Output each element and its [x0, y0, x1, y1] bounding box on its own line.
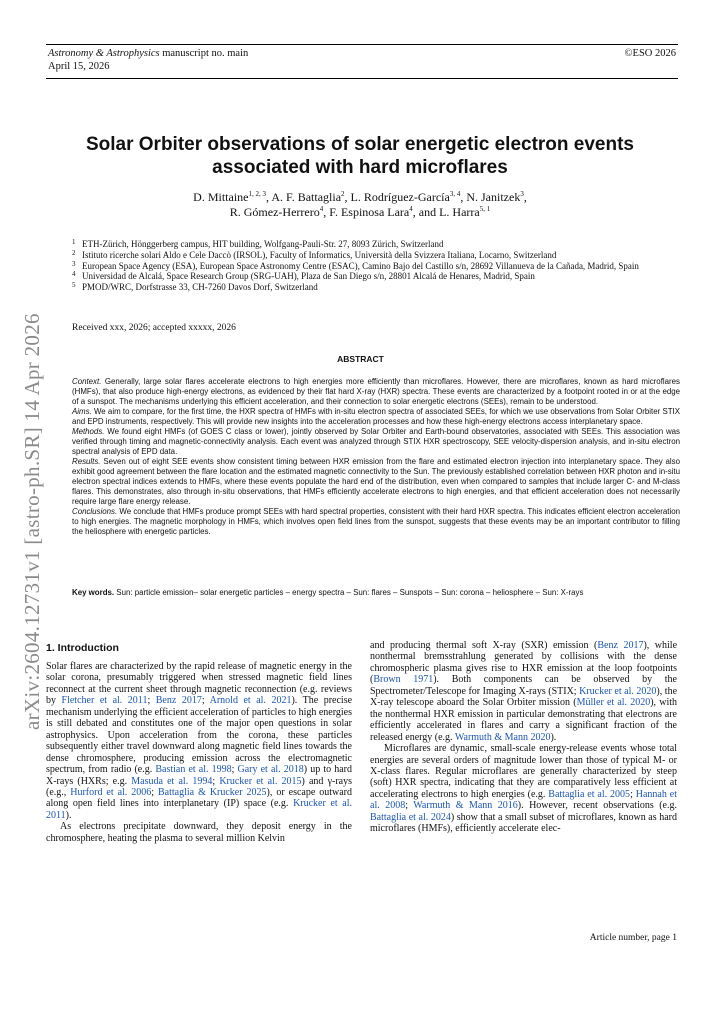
citation-link[interactable]: Masuda et al. 1994: [131, 775, 213, 787]
page-footer: Article number, page 1: [589, 933, 677, 943]
keywords-label: Key words.: [72, 588, 115, 597]
author-separator: ,: [523, 190, 527, 204]
citation-link[interactable]: Krucker et al. 2015: [219, 775, 302, 787]
body-text: Solar flares are characterized by the rapid release of magnetic energy in the solar corona, presumably triggered when stressed magnetic field lines reconnect at the current sheet through magnetic reconnection (e.g. reviews by: [46, 661, 352, 707]
author-affil-mark: 3, 4: [449, 190, 461, 198]
running-header: [46, 44, 678, 79]
affiliation-item: [72, 282, 680, 293]
abstract-text: Seven out of eight SEE events show consistent timing between HXR emission from the flare and estimated electron injection into interplanetary space. They also exhibit good agreement between the flare location and the estimated magnetic connectivity to the Sun. The previously established correlation between HXR photon and in-situ electron spectral indices extends to HMFs, where these events populate the hard end of the distribution, even when compared to samples that include larger C- and M-class flares. This demonstrates, also through in-situ observations, that HMFs efficiently accelerate electrons to high energies, and that efficient acceleration does not necessarily require large flare energy release.: [72, 457, 680, 506]
citation-link[interactable]: Battaglia & Krucker 2025: [158, 786, 267, 798]
abstract-text: We found eight HMFs (of GOES C class or lower), jointly observed by Solar Orbiter and Earth-bound observatories, associated with SEEs. This association was verified through timing and magnetic-connectivity analysis. Each event was analyzed through STIX HXR spectroscopy, SEE velocity-dispersion analysis, and in-situ electron spectral analysis of EPD data.: [72, 427, 680, 456]
abstract-label: Conclusions.: [72, 507, 118, 516]
abstract-text: Generally, large solar flares accelerate electrons to high energies more efficiently than microflares. However, there are microflares, known as hard microflares (HMFs), that also produce high-energy electrons, as evidenced by their flat hard X-ray (HXR) spectra. These events are characterized by a footpoint rooted in or at the edge of a sunspot. The mechanisms underlying this efficient acceleration, and their connection to solar energetic electrons (SEEs), remain to be understood.: [72, 377, 680, 406]
citation-link[interactable]: Benz 2017: [597, 640, 644, 651]
keywords-text: Sun: particle emission– solar energetic particles – energy spectra – Sun: flares – Sunspots – Sun: corona – heliosphere – Sun: X-rays: [114, 588, 584, 597]
author-affil-mark: 4: [409, 205, 413, 213]
paper-title: Solar Orbiter observations of solar energetic electron events associated with hard microflares: [85, 134, 634, 178]
author-name: D. Mittaine: [193, 190, 249, 204]
citation-link[interactable]: Hannah et al. 2008: [370, 788, 677, 812]
body-text: ), or escape outward along open field lines into interplanetary (IP) space (e.g.: [46, 786, 353, 810]
citation-link[interactable]: Hurford et al. 2006: [70, 786, 152, 798]
author-name: N. Janitzek: [466, 190, 521, 204]
affiliation-text: Universidad de Alcalá, Space Research Group (SRG-UAH), Plaza de San Diego s/n, 28801 Alcalá de Henares, Madrid, Spain: [82, 271, 535, 282]
body-text: ). However, recent observations (e.g.: [517, 800, 677, 812]
affiliation-number: 5: [72, 281, 76, 290]
received-line: Received xxx, 2026; accepted xxxxx, 2026: [72, 323, 236, 333]
arxiv-stamp: [20, 300, 42, 730]
body-text: ).: [550, 731, 557, 743]
citation-link[interactable]: Brown 1971: [373, 674, 434, 686]
abstract-text: We aim to compare, for the first time, the HXR spectra of HMFs with in-situ electron spectra of associated SEEs, for which we use observations from Solar Orbiter STIX and EPD instruments, respectively. This will provide new insights into the acceleration processes and how these high-energy electrons access interplanetary space.: [72, 407, 680, 426]
body-text: ;: [231, 764, 238, 776]
abstract-text: We conclude that HMFs produce prompt SEEs with hard spectral properties, consistent with their hard HXR spectra. This indicates efficient electron acceleration to high energies. The magnetic morphology in HMFs, which involves open field lines from the sunspot, suggests that these events may be an important contributor to filling the heliosphere with energetic particles.: [72, 507, 680, 536]
abstract-label: Aims.: [72, 407, 92, 416]
abstract-paragraph: [72, 507, 680, 537]
body-text: ), with the nonthermal HXR emission in particular demonstrating that electrons are efficiently accelerated in flares and carry a significant fraction of the released energy (e.g.: [370, 697, 677, 743]
left-column: [46, 661, 352, 844]
body-text: ;: [405, 800, 414, 812]
body-text: ;: [201, 695, 210, 707]
affiliation-item: [72, 250, 680, 261]
body-text: ). Both components can be observed by the Spectrometer/Telescope for Imaging X-rays (STIX;: [370, 674, 677, 697]
author-separator: ,: [323, 205, 330, 219]
arxiv-stamp-text: arXiv:2604.12731v1 [astro-ph.SR] 14 Apr 2026: [20, 313, 44, 730]
body-text: and producing thermal soft X-ray (SXR) emission (: [370, 640, 598, 651]
author-separator: ,: [344, 190, 351, 204]
body-paragraph: [370, 640, 677, 743]
citation-link[interactable]: Gary et al. 2018: [237, 764, 304, 776]
citation-link[interactable]: Müller et al. 2020: [576, 697, 651, 709]
citation-link[interactable]: Warmuth & Mann 2016: [413, 800, 518, 812]
affiliation-text: ETH-Zürich, Hönggerberg campus, HIT building, Wolfgang-Pauli-Str. 27, 8093 Zürich, Switzerland: [82, 239, 444, 249]
abstract-paragraph: [72, 457, 680, 507]
abstract-paragraph: [72, 377, 680, 407]
author-affil-mark: 3: [520, 190, 524, 198]
body-text: ), while nonthermal bremsstrahlung generated by collisions with the dense chromospheric plasma gives rise to HXR emission at the loop footpoints (: [370, 640, 678, 686]
affiliation-number: 4: [72, 270, 76, 279]
header-date: April 15, 2026: [48, 61, 110, 72]
author-name: L. Harra: [439, 205, 480, 219]
affiliation-text: PMOD/WRC, Dorfstrasse 33, CH-7260 Davos Dorf, Switzerland: [82, 282, 318, 293]
body-text: ), the X-ray telescope aboard the Solar Orbiter mission (: [370, 685, 678, 709]
abstract: [72, 377, 680, 537]
citation-link[interactable]: Krucker et al. 2011: [46, 798, 352, 821]
body-paragraph: [46, 821, 352, 844]
body-text: ) up to hard X-rays (HXRs; e.g.: [46, 764, 352, 787]
affiliation-number: 3: [72, 259, 76, 268]
citation-link[interactable]: Warmuth & Mann 2020: [454, 731, 551, 743]
citation-link[interactable]: Battaglia et al. 2005: [548, 788, 631, 800]
affiliation-text: European Space Agency (ESA), European Space Astronomy Centre (ESAC), Camino Bajo del Castillo s/n, 28692 Villanueva de la Cañada, Madrid, Spain: [82, 260, 639, 271]
journal-name: Astronomy & Astrophysics: [48, 48, 160, 59]
author-separator: ,: [460, 190, 467, 204]
abstract-label: Methods.: [72, 427, 105, 436]
affiliation-item: [72, 271, 680, 282]
affiliation-item: [72, 261, 680, 272]
body-text: ;: [630, 788, 636, 800]
citation-link[interactable]: Battaglia et al. 2024: [370, 811, 451, 823]
author-separator: , and: [412, 205, 440, 219]
right-column: [370, 640, 677, 835]
body-text: ). The precise mechanism underlying the efficient acceleration of particles to high energies is still debated and constitutes one of the major open questions in solar astrophysics. Upon acceleration from the corona, these particles subsequently either travel downward along magnetic field lines towards the dense chromosphere, producing emission across the electromagnetic spectrum, from radio (e.g.: [46, 695, 353, 776]
body-text: ;: [151, 786, 159, 798]
body-paragraph: [46, 661, 352, 821]
author-name: L. Rodríguez-García: [350, 190, 450, 204]
author-name: R. Gómez-Herrero: [229, 205, 320, 219]
body-text: ).: [65, 809, 72, 821]
affiliation-item: [72, 239, 680, 250]
author-name: A. F. Battaglia: [271, 190, 342, 204]
affiliations: [72, 239, 680, 293]
body-text: ) and γ-rays (e.g.,: [46, 775, 353, 798]
author-name: F. Espinosa Lara: [329, 205, 410, 219]
citation-link[interactable]: Arnold et al. 2021: [209, 695, 292, 707]
abstract-label: Context.: [72, 377, 102, 386]
body-text: As electrons precipitate downward, they deposit energy in the chromosphere, heating the plasma to several million Kelvin: [46, 821, 352, 844]
abstract-paragraph: [72, 407, 680, 427]
citation-link[interactable]: Fletcher et al. 2011: [61, 695, 148, 707]
body-text: Microflares are dynamic, small-scale energy-release events whose total energies are several orders of magnitude lower than those of typical M- or X-class flares. Regular microflares are generally characterized by steep (soft) HXR spectra, indicating that they are comparatively less efficient at accelerating electrons to high energies (e.g.: [370, 743, 677, 800]
manuscript-label: manuscript no. main: [159, 48, 249, 59]
abstract-paragraph: [72, 427, 680, 457]
citation-link[interactable]: Bastian et al. 1998: [155, 764, 232, 776]
author-list: [100, 190, 620, 220]
author-separator: ,: [266, 190, 272, 204]
author-affil-mark: 5, 1: [479, 205, 491, 213]
author-affil-mark: 1, 2, 3: [248, 190, 266, 198]
author-affil-mark: 2: [341, 190, 345, 198]
author-affil-mark: 4: [319, 205, 324, 213]
body-text: ;: [147, 695, 156, 707]
citation-link[interactable]: Krucker et al. 2020: [579, 685, 657, 697]
keywords: [72, 588, 680, 598]
copyright: ©ESO 2026: [624, 48, 676, 59]
body-paragraph: [370, 743, 677, 835]
citation-link[interactable]: Benz 2017: [155, 695, 202, 707]
body-text: ) show that a small subset of microflares, known as hard microflares (HMFs), efficiently accelerate elec-: [370, 811, 677, 835]
body-text: ;: [212, 775, 220, 787]
journal-line: [48, 48, 248, 59]
abstract-heading: ABSTRACT: [337, 354, 384, 364]
abstract-label: Results.: [72, 457, 101, 466]
affiliation-number: 2: [72, 248, 76, 257]
section-heading: 1. Introduction: [46, 642, 119, 654]
affiliation-text: Istituto ricerche solari Aldo e Cele Daccò (IRSOL), Faculty of Informatics, Università della Svizzera Italiana, Locarno, Switzerland: [82, 249, 557, 260]
affiliation-number: 1: [72, 238, 76, 246]
